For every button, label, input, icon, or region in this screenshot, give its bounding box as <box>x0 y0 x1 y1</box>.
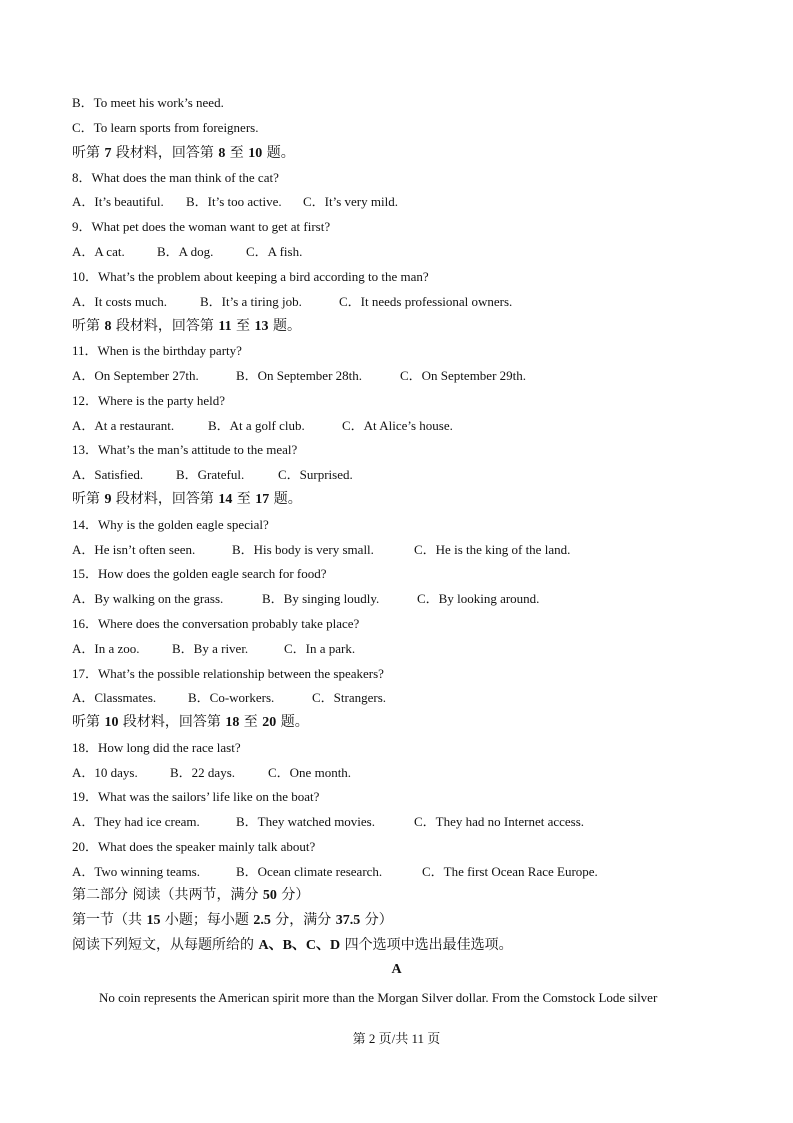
option-b: B．It’s too active. <box>186 194 282 209</box>
option-a: A．It’s beautiful. <box>72 194 164 209</box>
option-c-question-7: C．To learn sports from foreigners. <box>72 120 259 135</box>
options-14 <box>72 542 570 558</box>
option-b: B．Grateful. <box>176 467 245 482</box>
options-8 <box>72 194 398 210</box>
option-b: B．A dog. <box>157 244 214 259</box>
option-a: A．They had ice cream. <box>72 814 200 829</box>
section-header-7: 听第 7 段材料，回答第 8 至 10 题。 <box>72 145 295 161</box>
passage-first-line: No coin represents the American spirit more than the Morgan Silver dollar. From the Comstock Lode silver <box>99 990 658 1005</box>
option-a: A．Two winning teams. <box>72 864 200 879</box>
option-a: A．He isn’t often seen. <box>72 542 196 557</box>
question-15: 15．How does the golden eagle search for food? <box>72 566 327 581</box>
option-b: B．It’s a tiring job. <box>200 294 302 309</box>
option-a: A．At a restaurant. <box>72 418 175 433</box>
options-20 <box>72 864 598 880</box>
option-a: A．A cat. <box>72 244 125 259</box>
question-11: 11．When is the birthday party? <box>72 343 242 358</box>
option-b: B．His body is very small. <box>232 542 374 557</box>
option-b: B．By singing loudly. <box>262 591 380 606</box>
option-c: C．It’s very mild. <box>303 194 398 209</box>
question-16: 16．Where does the conversation probably take place? <box>72 616 360 631</box>
passage-label: A <box>391 962 402 977</box>
options-15 <box>72 591 539 607</box>
section-header-10: 听第 10 段材料，回答第 18 至 20 题。 <box>72 714 309 730</box>
option-b: B．At a golf club. <box>208 418 305 433</box>
section-header-9: 听第 9 段材料，回答第 14 至 17 题。 <box>72 491 302 507</box>
reading-instruction: 阅读下列短文，从每题所给的 A、B、C、D 四个选项中选出最佳选项。 <box>72 937 513 953</box>
option-a: A．10 days. <box>72 765 138 780</box>
option-a: A．In a zoo. <box>72 641 140 656</box>
section-header-8: 听第 8 段材料，回答第 11 至 13 题。 <box>72 318 301 334</box>
question-12: 12．Where is the party held? <box>72 393 226 408</box>
option-a: A．On September 27th. <box>72 368 199 383</box>
option-c: C．By looking around. <box>417 591 540 606</box>
option-c: C．Surprised. <box>278 467 353 482</box>
option-b: B．Co-workers. <box>188 690 275 705</box>
option-c: C．The first Ocean Race Europe. <box>422 864 598 879</box>
option-c: C．One month. <box>268 765 352 780</box>
option-b: B．They watched movies. <box>236 814 375 829</box>
option-b: B．On September 28th. <box>236 368 363 383</box>
option-b: B．22 days. <box>170 765 236 780</box>
page-number: 第 2 页/共 11 页 <box>352 1031 441 1046</box>
option-a: A．Satisfied. <box>72 467 144 482</box>
question-17: 17．What’s the possible relationship between the speakers? <box>72 666 384 681</box>
options-13 <box>72 467 353 483</box>
options-12 <box>72 418 453 434</box>
option-c: C．At Alice’s house. <box>342 418 453 433</box>
question-18: 18．How long did the race last? <box>72 740 241 755</box>
question-13: 13．What’s the man’s attitude to the meal? <box>72 442 298 457</box>
part-two-title: 第二部分 阅读（共两节，满分 50 分） <box>72 887 310 903</box>
question-20: 20．What does the speaker mainly talk about? <box>72 839 316 854</box>
question-9: 9．What pet does the woman want to get at first? <box>72 219 331 234</box>
option-b: B．Ocean climate research. <box>236 864 383 879</box>
options-19 <box>72 814 584 830</box>
option-c: C．A fish. <box>246 244 303 259</box>
option-c: C．He is the king of the land. <box>414 542 571 557</box>
option-c: C．They had no Internet access. <box>414 814 585 829</box>
option-a: A．It costs much. <box>72 294 167 309</box>
question-14: 14．Why is the golden eagle special? <box>72 517 269 532</box>
options-11 <box>72 368 526 384</box>
question-19: 19．What was the sailors’ life like on the boat? <box>72 789 320 804</box>
option-a: A．Classmates. <box>72 690 157 705</box>
options-10 <box>72 294 512 310</box>
question-8: 8．What does the man think of the cat? <box>72 170 279 185</box>
option-c: C．It needs professional owners. <box>339 294 513 309</box>
options-16 <box>72 641 355 657</box>
question-10: 10．What’s the problem about keeping a bird according to the man? <box>72 269 429 284</box>
option-c: C．In a park. <box>284 641 356 656</box>
option-c: C．Strangers. <box>312 690 387 705</box>
options-9 <box>72 244 302 260</box>
option-a: A．By walking on the grass. <box>72 591 224 606</box>
options-18 <box>72 765 351 781</box>
option-c: C．On September 29th. <box>400 368 527 383</box>
option-b-question-7: B．To meet his work’s need. <box>72 95 224 110</box>
section-one-title: 第一节（共 15 小题；每小题 2.5 分，满分 37.5 分） <box>72 912 393 928</box>
option-b: B．By a river. <box>172 641 249 656</box>
options-17 <box>72 690 386 706</box>
